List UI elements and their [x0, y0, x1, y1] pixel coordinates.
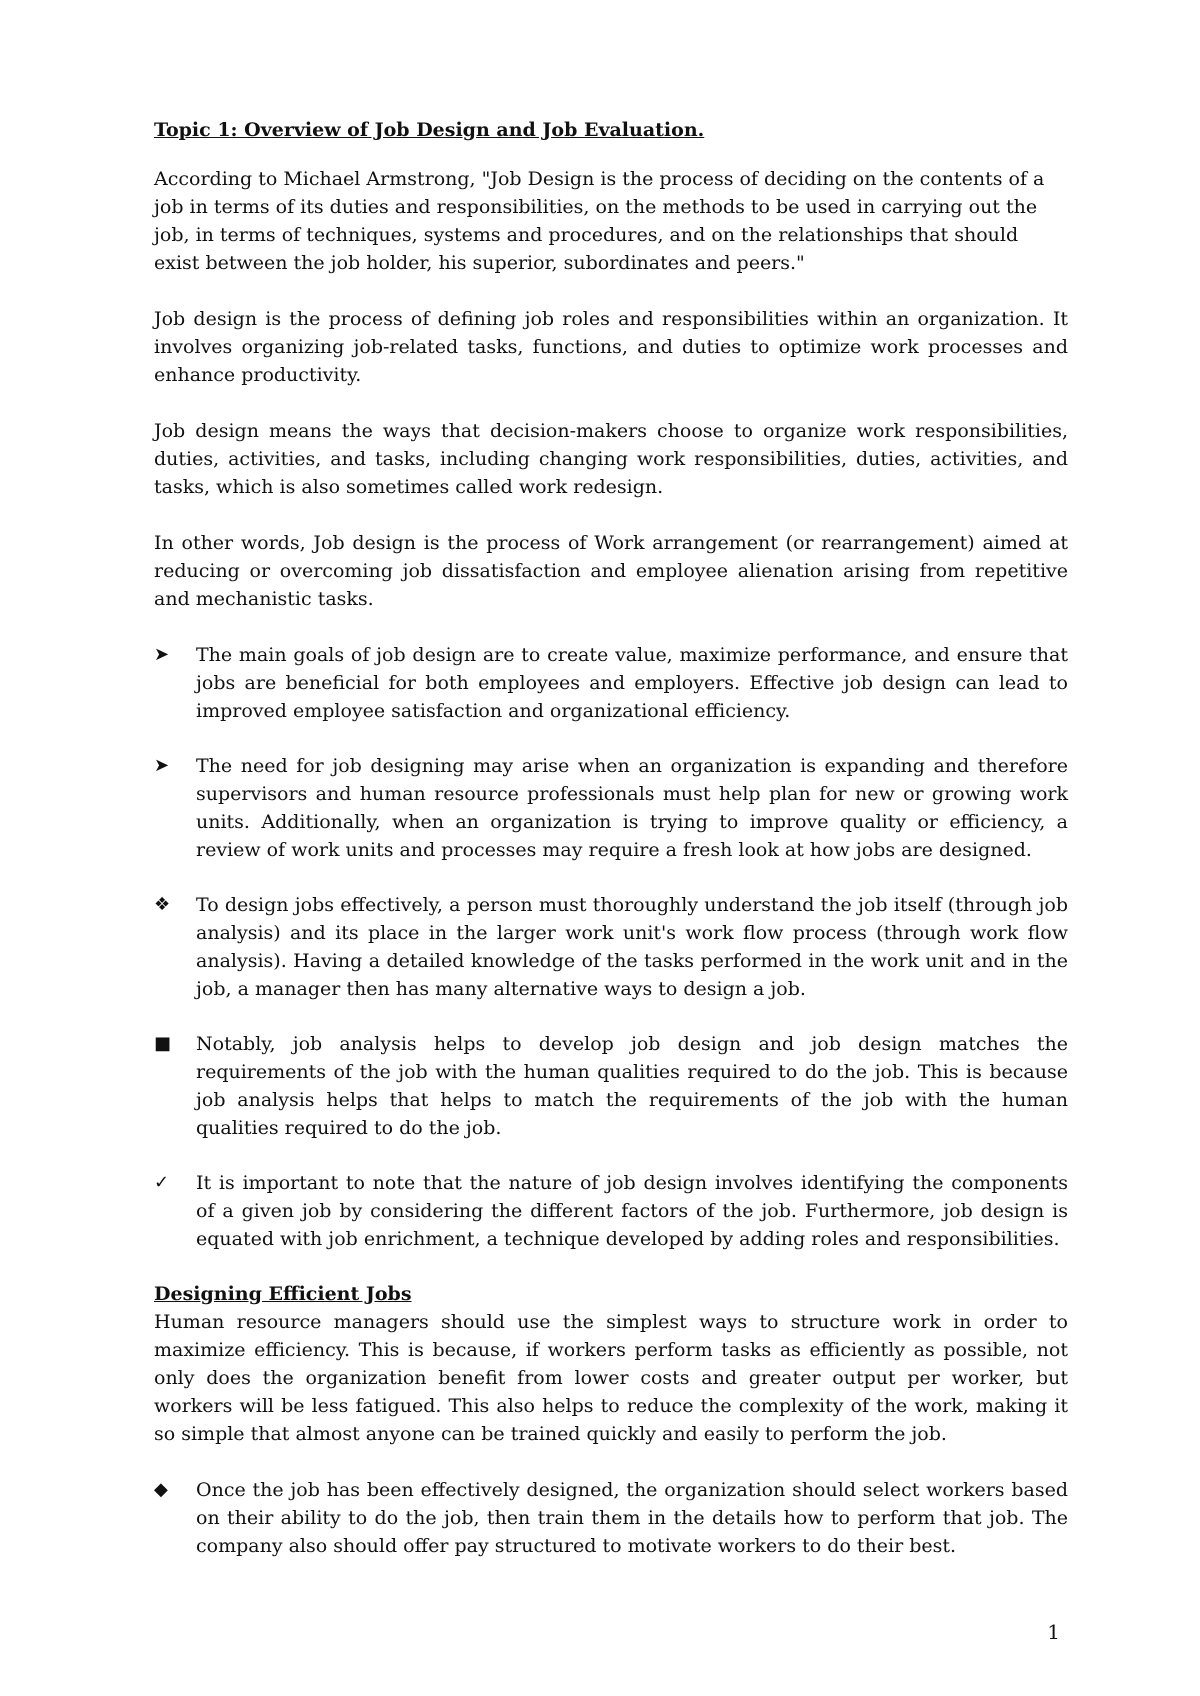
arrowhead-bullet-icon: ➤: [154, 644, 170, 665]
bullet-text: Once the job has been effectively designed, the organization should select workers based on their ability to do the job, then train them in the details how to perform that job. The company also should offer pay structured to motivate workers to do their best.: [196, 1479, 1068, 1557]
document-title: Topic 1: Overview of Job Design and Job Evaluation.: [154, 119, 705, 141]
paragraph: Job design means the ways that decision-makers choose to organize work responsibilities, duties, activities, and tasks, including changing work responsibilities, duties, activities, and tasks, which is also sometimes called work redesign.: [154, 420, 1068, 498]
checkmark-bullet-icon: ✓: [154, 1172, 170, 1193]
square-bullet-icon: ■: [154, 1033, 172, 1054]
document-page: [154, 116, 1068, 1587]
section-title: Designing Efficient Jobs: [154, 1283, 412, 1305]
bullet-text: It is important to note that the nature of job design involves identifying the components of a given job by considering the different factors of the job. Furthermore, job design is equated with job enrichment, a technique developed by adding roles and responsibilities.: [196, 1172, 1068, 1250]
bullet-text: The main goals of job design are to create value, maximize performance, and ensure that jobs are beneficial for both employees and employers. Effective job design can lead to improved employee satisfaction and organizational efficiency.: [196, 644, 1068, 722]
section-paragraph: Human resource managers should use the simplest ways to structure work in order to maximize efficiency. This is because, if workers perform tasks as efficiently as possible, not only does the organization benefit from lower costs and greater output per worker, but workers will be less fatigued. This also helps to reduce the complexity of the work, making it so simple that almost anyone can be trained quickly and easily to perform the job.: [154, 1311, 1068, 1445]
paragraph: Job design is the process of defining job roles and responsibilities within an organization. It involves organizing job-related tasks, functions, and duties to optimize work processes and enhance productivity.: [154, 308, 1068, 386]
four-diamond-bullet-icon: ❖: [154, 894, 171, 915]
bullet-text: Notably, job analysis helps to develop job design and job design matches the requirements of the job with the human qualities required to do the job. This is because job analysis helps that helps to match the requirements of the job with the human qualities required to do the job.: [196, 1033, 1068, 1139]
bullet-item: [154, 752, 1068, 864]
bullet-item: [154, 1169, 1068, 1253]
bullet-item: [154, 641, 1068, 725]
diamond-bullet-icon: ◆: [154, 1479, 168, 1500]
bullet-text: To design jobs effectively, a person must thoroughly understand the job itself (through job analysis) and its place in the larger work unit's work flow process (through work flow analysis). Having a detailed knowledge of the tasks performed in the work unit and in the job, a manager then has many alternative ways to design a job.: [196, 894, 1068, 1000]
paragraph: In other words, Job design is the process of Work arrangement (or rearrangement) aimed at reducing or overcoming job dissatisfaction and employee alienation arising from repetitive and mechanistic tasks.: [154, 532, 1068, 610]
bullet-text: The need for job designing may arise when an organization is expanding and therefore supervisors and human resource professionals must help plan for new or growing work units. Additionally, when an organization is trying to improve quality or efficiency, a review of work units and processes may require a fresh look at how jobs are designed.: [196, 755, 1068, 861]
paragraph: According to Michael Armstrong, "Job Design is the process of deciding on the contents of a job in terms of its duties and responsibilities, on the methods to be used in carrying out the job, in terms of techniques, systems and procedures, and on the relationships that should exist between the job holder, his superior, subordinates and peers.": [154, 168, 1045, 274]
page-number: 1: [1047, 1620, 1060, 1644]
bullet-item: [154, 1476, 1068, 1560]
bullet-item: [154, 891, 1068, 1003]
arrowhead-bullet-icon: ➤: [154, 755, 170, 776]
bullet-item: [154, 1030, 1068, 1142]
